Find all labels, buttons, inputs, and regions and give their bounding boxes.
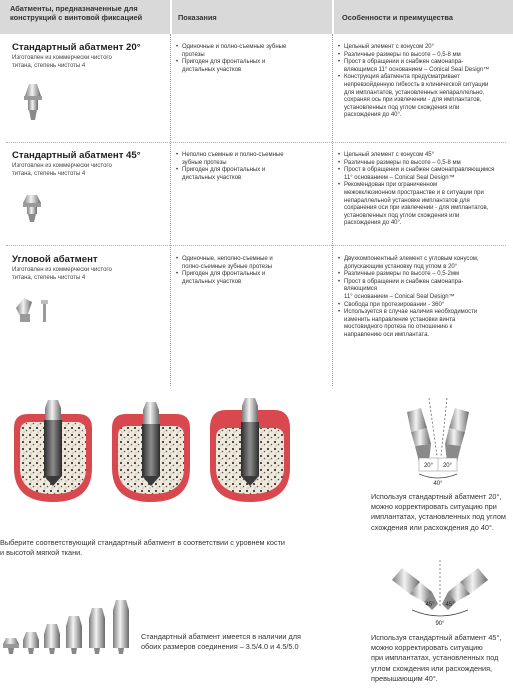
list-item: мостовидного протеза по отношению к <box>344 324 453 331</box>
list-item: • Рекомендован при ограниченном <box>338 182 510 190</box>
row-divider <box>6 245 506 246</box>
list-item: • Двухкомпонентный элемент с угловым конусом, <box>338 256 510 264</box>
angle-45-diagram <box>390 546 490 626</box>
abutment-45-image <box>22 193 42 225</box>
list-item: сохранения оси при извлечении - для имплантатов, <box>344 205 489 212</box>
list-item: • Пригоден для фронтальных и <box>176 271 326 279</box>
angle-20-right-label: 20° <box>442 463 453 469</box>
list-item: • Цельный элемент с конусом 20° <box>338 44 510 52</box>
angled-abutment-subtitle: Изготовлен из коммерчески чистого титана, степень чистоты 4 <box>12 267 112 281</box>
column-divider <box>332 34 333 386</box>
list-item: • Прост в обращении и снабжен самонапра- <box>338 59 510 67</box>
angled-abutment-title: Угловой абатмент <box>12 254 98 265</box>
implant-illustration-3 <box>210 398 290 502</box>
list-item: дистальных участков <box>182 174 242 181</box>
abutment-size-4 <box>66 616 82 654</box>
row-divider <box>6 142 506 143</box>
list-item: направлению оси имплантата. <box>344 331 430 338</box>
angled-abutment-indications <box>176 256 326 286</box>
abutment-45-features <box>338 152 510 228</box>
list-item: • Пригоден для фронтальных и <box>176 59 326 67</box>
angle-45-total-label: 90° <box>435 621 445 627</box>
list-item: допускающим установку под углом в 20° <box>344 263 458 270</box>
angle-45-caption: Используя стандартный абатмент 45°, можно корректировать ситуацию при имплантатах, установленных под углом схождения или расхождения, превышающим 40°. <box>371 633 502 683</box>
list-item: протезы <box>182 51 205 58</box>
header-col-indications: Показания <box>172 0 332 34</box>
list-item: • Различные размеры по высоте – 0,5-8 мм <box>338 160 510 168</box>
list-item: вляющимся <box>344 286 377 293</box>
list-item: 11° основанием – Conical Seal Design™ <box>344 293 455 300</box>
gum-level-caption: Выберите соответствующий стандартный абатмент в соответствии с уровнем кости и высотой мягкой ткани. <box>0 538 285 558</box>
list-item: • Одиночные, неполно-съемные и <box>176 256 326 264</box>
list-item: расхождения до 40°. <box>344 112 402 119</box>
abutment-20-title: Стандартный абатмент 20° <box>12 42 141 53</box>
list-item: установленных под углом схождения или <box>344 212 460 219</box>
list-item: непараллельной установке имплантатов для <box>344 197 470 204</box>
list-item: дистальных участков <box>182 66 242 73</box>
list-item: • Различные размеры по высоте – 0,5-8 мм <box>338 52 510 60</box>
list-item: межокклюзионном пространстве и в ситуации при <box>344 189 484 196</box>
abutment-20-features <box>338 44 510 120</box>
list-item: • Пригоден для фронтальных и <box>176 167 326 175</box>
list-item: изменить направление установки винта <box>344 316 456 323</box>
abutment-45-title: Стандартный абатмент 45° <box>12 150 141 161</box>
tilted-abutment-right <box>445 408 469 462</box>
abutment-size-3 <box>44 624 60 654</box>
list-item: • Одиночные и полно-съемные зубные <box>176 44 326 52</box>
abutment-size-1 <box>3 638 19 654</box>
abutment-size-2 <box>23 632 39 654</box>
column-divider <box>170 34 171 386</box>
list-item: • Свобода при протезировании - 360° <box>338 302 510 310</box>
abutment-20-subtitle: Изготовлен из коммерчески чистого титана, степень чистоты 4 <box>12 55 112 69</box>
list-item: • Различные размеры по высоте – 0,5-2мм <box>338 271 510 279</box>
angle-20-total-label: 40° <box>433 481 443 487</box>
abutment-size-5 <box>89 608 105 654</box>
list-item: непревзойденную гибкость в клинической ситуации <box>344 81 489 88</box>
list-item: зубные протезы <box>182 159 227 166</box>
angled-abutment-image <box>14 294 58 328</box>
angle-20-left-label: 20° <box>423 463 434 469</box>
abutment-size-6 <box>113 600 129 654</box>
header-col-features: Особенности и преимущества <box>334 0 513 34</box>
tilted-abutment-left <box>407 408 431 462</box>
abutment-45-indications <box>176 152 326 182</box>
angle-20-caption: Используя стандартный абатмент 20°, можно корректировать ситуацию при имплантатах, установленных под углом схождения или расхождения до 40°. <box>371 492 506 532</box>
implant-illustration-2 <box>112 402 190 502</box>
header-col-abutments: Абатменты, предназначенные для конструкций с винтовой фиксацией <box>0 0 170 34</box>
list-item: для имплантатов, установленных непараллельно, <box>344 89 485 96</box>
list-item: установленных под углом схождения или <box>344 104 460 111</box>
list-item: • Конструкция абатмента предусматривает <box>338 74 510 82</box>
angle-45-right-label: 45° <box>445 602 455 608</box>
angle-45-left-label: 45° <box>425 602 435 608</box>
list-item: дистальных участков <box>182 278 242 285</box>
abutment-20-image <box>22 82 44 126</box>
list-item: сохраняя ось при извлечении - для имплантатов, <box>344 97 482 104</box>
list-item: • Прост в обращении и снабжен самонапра- <box>338 279 510 287</box>
list-item: • Неполно съемные и полно-съемные <box>176 152 326 160</box>
abutment-sizes-image <box>2 598 138 656</box>
list-item: расхождения до 40°. <box>344 220 402 227</box>
implant-bone-illustrations <box>0 398 300 504</box>
list-item: • Прост в обращении и снабжен самонаправляющимся <box>338 167 510 175</box>
list-item: • Цельный элемент с конусом 45° <box>338 152 510 160</box>
list-item: вляющимся 11° основанием – Conical Seal Design™ <box>344 66 490 73</box>
list-item: • Используется в случае наличия необходимости <box>338 309 510 317</box>
abutment-20-indications <box>176 44 326 74</box>
abutment-45-subtitle: Изготовлен из коммерчески чистого титана, степень чистоты 4 <box>12 163 112 177</box>
angled-abutment-features <box>338 256 510 340</box>
sizes-caption: Стандартный абатмент имеется в наличии для обоих размеров соединения – 3.5/4.0 и 4.5/5.0 <box>141 632 301 652</box>
list-item: полно-съемные зубные протезы <box>182 263 273 270</box>
implant-illustration-1 <box>14 400 92 502</box>
list-item: 11° основанием – Conical Seal Design™ <box>344 174 455 181</box>
angle-20-diagram <box>385 394 495 486</box>
